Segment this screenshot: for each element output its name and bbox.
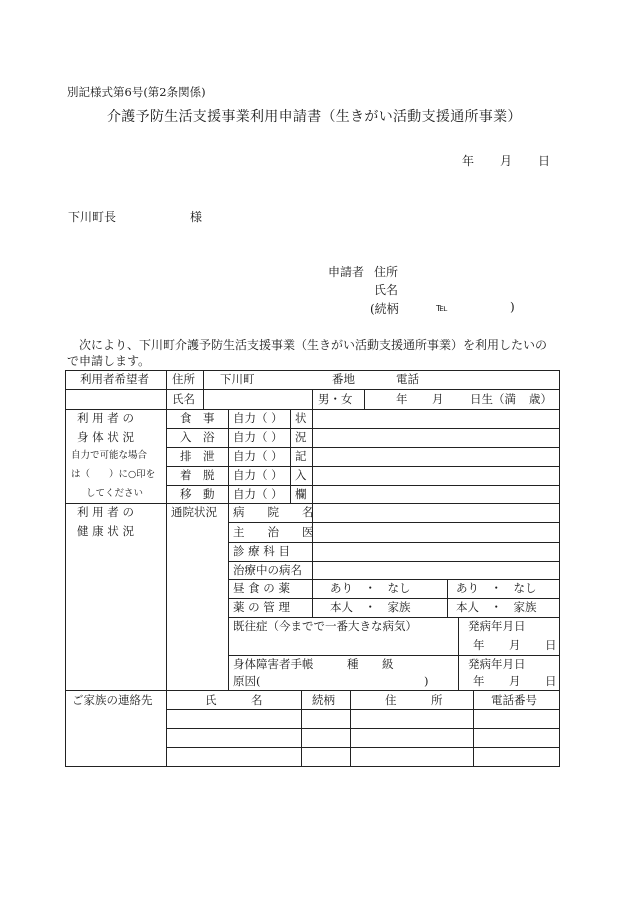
birth-year: 年 — [396, 392, 408, 406]
addressee-name: 下川町長 — [68, 210, 117, 224]
applicant-label: 申請者 — [328, 265, 365, 279]
date-year: 年 — [462, 154, 475, 168]
onset-day: 日 — [545, 638, 557, 652]
gender-field: 男・女 — [318, 392, 353, 406]
self-check-dressing[interactable]: 自力（ ） — [233, 468, 283, 482]
body-status-note-1: 自力で可能な場合 — [71, 450, 148, 461]
family-phone-header: 電話番号 — [491, 693, 537, 707]
cause-close: ) — [424, 674, 429, 688]
applicant-address-label: 住所 — [374, 265, 399, 279]
item-meal: 食 事 — [180, 411, 215, 425]
self-check-meal[interactable]: 自力（ ） — [233, 411, 283, 425]
lunch-med-label: 昼 食 の 薬 — [233, 581, 290, 595]
item-move: 移 動 — [180, 487, 215, 501]
onset-month: 月 — [509, 638, 521, 652]
body-status-note-3: してください — [86, 488, 144, 499]
item-toilet: 排 泄 — [180, 449, 215, 463]
status-col-3: 記 — [295, 449, 307, 463]
form-label: 別記様式第6号(第2条関係) — [67, 85, 206, 99]
item-bath: 入 浴 — [180, 430, 215, 444]
town-name: 下川町 — [220, 372, 255, 386]
department-label: 診 療 科 目 — [233, 544, 290, 558]
status-col-4: 入 — [295, 468, 307, 482]
status-col-1: 状 — [295, 411, 307, 425]
onset2-day: 日 — [545, 674, 557, 688]
med-manage-choice[interactable]: 本人 ・ 家族 — [330, 600, 411, 614]
name-label: 氏名 — [172, 392, 195, 406]
status-col-5: 欄 — [295, 487, 307, 501]
date-day: 日 — [538, 154, 551, 168]
phone-label: 電話 — [396, 372, 419, 386]
lunch-med-choice-2[interactable]: あり ・ なし — [456, 581, 537, 595]
body-status-note-2: は（ ）に○印を — [71, 469, 156, 480]
body-status-title-2: 身 体 状 況 — [77, 430, 134, 444]
health-title-1: 利 用 者 の — [77, 505, 134, 519]
family-title: ご家族の連絡先 — [72, 693, 153, 707]
applicant-relation: (続柄 — [370, 302, 399, 316]
onset-year: 年 — [473, 638, 485, 652]
status-col-2: 況 — [295, 430, 307, 444]
banchi-label: 番地 — [332, 372, 355, 386]
self-check-bath[interactable]: 自力（ ） — [233, 430, 283, 444]
doctor-label: 主 治 医 — [233, 525, 314, 539]
birth-age: 歳） — [529, 392, 552, 406]
applicant-tel-label: ℡ — [436, 301, 448, 314]
lunch-med-choice[interactable]: あり ・ なし — [330, 581, 411, 595]
body-line-2: で申請します。 — [67, 354, 151, 368]
body-line-1: 次により、下川町介護予防生活支援事業（生きがい活動支援通所事業）を利用したいの — [79, 338, 548, 352]
applicant-name-label: 氏名 — [374, 283, 399, 297]
self-check-toilet[interactable]: 自力（ ） — [233, 449, 283, 463]
disability-grade: 級 — [382, 657, 394, 671]
family-name-header: 氏 名 — [205, 693, 263, 707]
addressee-honorific: 様 — [190, 210, 203, 224]
med-manage-choice-2[interactable]: 本人 ・ 家族 — [456, 600, 537, 614]
family-address-header: 住 所 — [385, 693, 443, 707]
applicant-close: ) — [510, 300, 515, 314]
onset-label-2: 発病年月日 — [468, 657, 526, 671]
self-check-move[interactable]: 自力（ ） — [233, 487, 283, 501]
applicant-header: 利用者希望者 — [80, 372, 149, 386]
date-month: 月 — [500, 154, 513, 168]
address-label: 住所 — [172, 372, 195, 386]
page-title: 介護予防生活支援事業利用申請書（生きがい活動支援通所事業） — [107, 109, 522, 125]
disease-label: 治療中の病名 — [233, 563, 302, 577]
body-status-title-1: 利 用 者 の — [77, 411, 134, 425]
birth-day: 日生（満 — [470, 392, 516, 406]
history-label: 既往症（今までで一番大きな病気） — [233, 619, 417, 633]
health-title-2: 健 康 状 況 — [77, 524, 134, 538]
med-manage-label: 薬 の 管 理 — [233, 600, 290, 614]
family-relation-header: 続柄 — [312, 693, 335, 707]
birth-month: 月 — [432, 392, 444, 406]
cause-label: 原因( — [233, 674, 261, 688]
onset2-month: 月 — [509, 674, 521, 688]
visit-status-label: 通院状況 — [171, 505, 217, 519]
hospital-label: 病 院 名 — [233, 505, 314, 519]
disability-kind: 種 — [347, 657, 359, 671]
disability-label: 身体障害者手帳 — [233, 657, 314, 671]
onset-label: 発病年月日 — [468, 619, 526, 633]
onset2-year: 年 — [473, 674, 485, 688]
item-dressing: 着 脱 — [180, 468, 215, 482]
